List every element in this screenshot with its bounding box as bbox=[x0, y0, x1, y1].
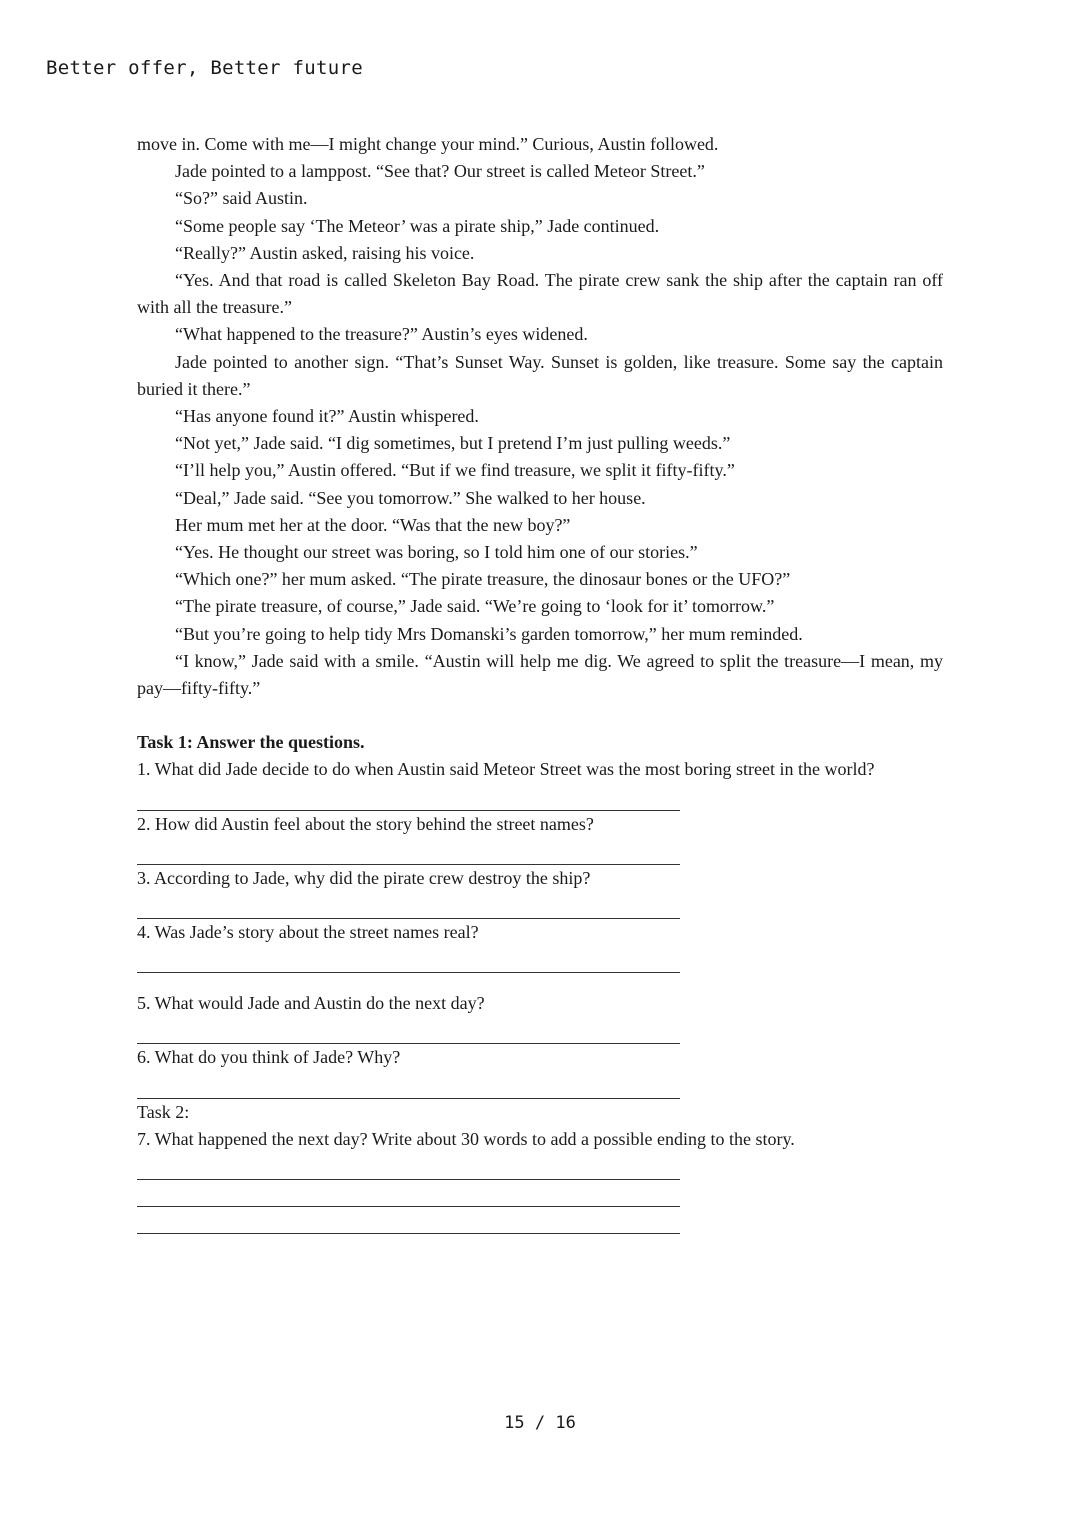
question-6: 6. What do you think of Jade? Why? bbox=[137, 1047, 401, 1068]
answer-line-2[interactable] bbox=[137, 838, 680, 865]
story-paragraph: “But you’re going to help tidy Mrs Domanski’s garden tomorrow,” her mum reminded. bbox=[175, 623, 803, 644]
story-paragraph: “Not yet,” Jade said. “I dig sometimes, but I pretend I’m just pulling weeds.” bbox=[175, 433, 731, 454]
story-paragraph: “Yes. He thought our street was boring, so I told him one of our stories.” bbox=[175, 542, 698, 563]
story-paragraph: “What happened to the treasure?” Austin’s eyes widened. bbox=[175, 324, 588, 345]
page-number: 15 / 16 bbox=[504, 1413, 576, 1433]
task2-label: Task 2: bbox=[137, 1101, 190, 1122]
story-paragraph: “Has anyone found it?” Austin whispered. bbox=[175, 406, 479, 427]
story-paragraph: “I know,” Jade said with a smile. “Austin will help me dig. We agreed to split the treasure—I mean, my pay—fifty-fifty.” bbox=[137, 650, 943, 699]
story-paragraph: Her mum met her at the door. “Was that the new boy?” bbox=[175, 514, 571, 535]
story-paragraph: “Which one?” her mum asked. “The pirate treasure, the dinosaur bones or the UFO?” bbox=[175, 569, 791, 590]
question-spacer bbox=[137, 973, 943, 990]
story-paragraph: “Deal,” Jade said. “See you tomorrow.” She walked to her house. bbox=[175, 487, 646, 508]
answer-line-7b[interactable] bbox=[137, 1180, 680, 1207]
task1-title: Task 1: Answer the questions. bbox=[137, 732, 365, 753]
answer-line-1[interactable] bbox=[137, 784, 680, 811]
question-1: 1. What did Jade decide to do when Austin said Meteor Street was the most boring street in the world? bbox=[137, 759, 875, 780]
answer-line-4[interactable] bbox=[137, 946, 680, 973]
question-3: 3. According to Jade, why did the pirate crew destroy the ship? bbox=[137, 867, 591, 888]
story-paragraph: “So?” said Austin. bbox=[175, 188, 308, 209]
answer-line-3[interactable] bbox=[137, 892, 680, 919]
answer-line-7a[interactable] bbox=[137, 1153, 680, 1180]
answer-line-7c[interactable] bbox=[137, 1207, 680, 1234]
answer-line-5[interactable] bbox=[137, 1017, 680, 1044]
story-paragraph: “I’ll help you,” Austin offered. “But if we find treasure, we split it fifty-fifty.” bbox=[175, 460, 735, 481]
story-paragraph: “Really?” Austin asked, raising his voice. bbox=[175, 242, 475, 263]
question-5: 5. What would Jade and Austin do the next day? bbox=[137, 993, 485, 1014]
section-spacer bbox=[137, 702, 943, 729]
question-2: 2. How did Austin feel about the story behind the street names? bbox=[137, 813, 594, 834]
story-paragraph: Jade pointed to another sign. “That’s Sunset Way. Sunset is golden, like treasure. Some say the captain buried it there.” bbox=[137, 351, 943, 399]
story-paragraph: Jade pointed to a lamppost. “See that? Our street is called Meteor Street.” bbox=[175, 161, 705, 182]
document-header: Better offer, Better future bbox=[46, 57, 363, 79]
story-paragraph: move in. Come with me—I might change your mind.” Curious, Austin followed. bbox=[137, 134, 719, 154]
question-4: 4. Was Jade’s story about the street names real? bbox=[137, 922, 479, 943]
story-paragraph: “Some people say ‘The Meteor’ was a pirate ship,” Jade continued. bbox=[175, 215, 660, 236]
document-body bbox=[137, 131, 943, 1234]
answer-line-6[interactable] bbox=[137, 1072, 680, 1099]
question-7: 7. What happened the next day? Write about 30 words to add a possible ending to the story. bbox=[137, 1128, 795, 1149]
story-paragraph: “The pirate treasure, of course,” Jade said. “We’re going to ‘look for it’ tomorrow.” bbox=[175, 596, 775, 617]
story-paragraph: “Yes. And that road is called Skeleton Bay Road. The pirate crew sank the ship after the captain ran off with all the treasure.” bbox=[137, 270, 943, 318]
